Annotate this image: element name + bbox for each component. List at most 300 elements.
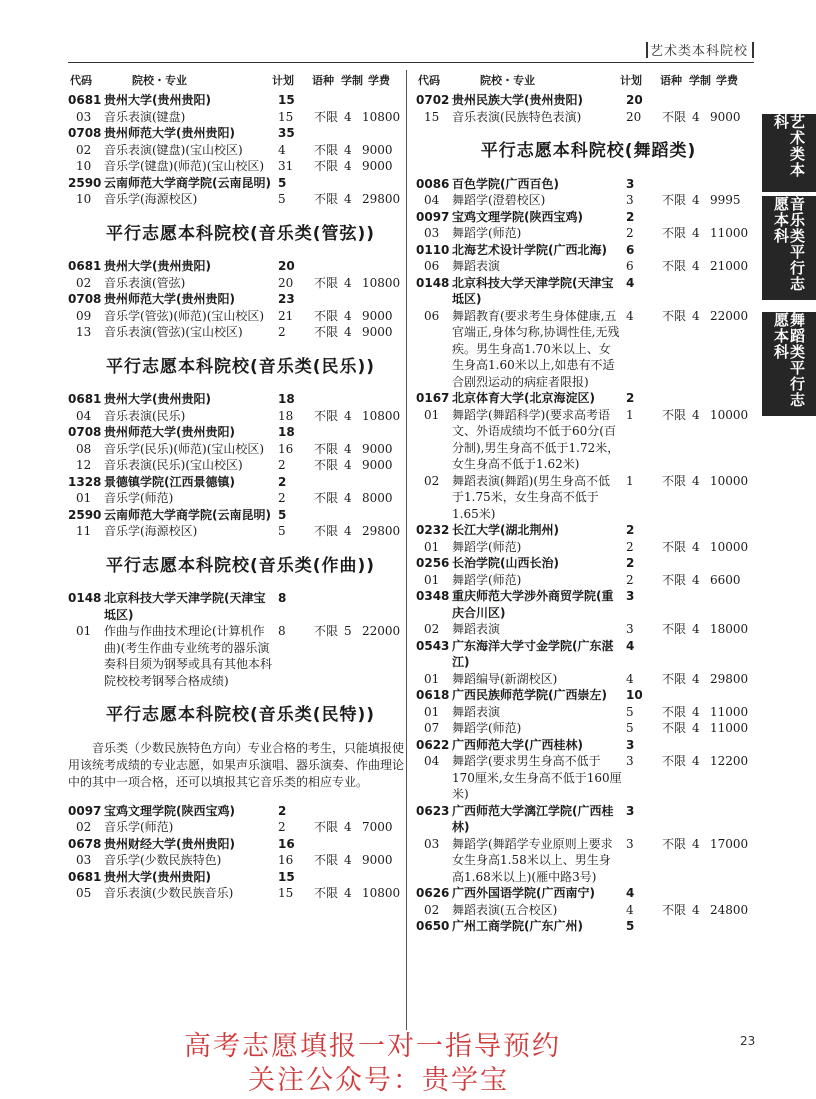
- major-row: [416, 753, 761, 803]
- plan-cell: 3: [626, 589, 635, 603]
- plan-cell: 2: [278, 474, 287, 489]
- name-cell: 贵州财经大学(贵州贵阳): [104, 836, 235, 851]
- code-cell: 0626: [416, 886, 450, 900]
- school-row: [68, 92, 413, 109]
- lang-cell: 不限: [662, 539, 687, 554]
- name-cell: 北京科技大学天津学院(天津宝坻区): [452, 275, 614, 306]
- plan-cell: 4: [626, 308, 634, 323]
- fee-cell: 9000: [362, 853, 393, 867]
- name-cell: 音乐表演(民乐)(宝山校区): [104, 458, 243, 472]
- code-cell: 01: [424, 539, 440, 554]
- name-cell: 音乐学(少数民族特色): [104, 853, 222, 867]
- code-cell: 0148: [68, 591, 102, 605]
- major-row: [416, 671, 761, 688]
- colhead-school: 院校・专业: [480, 74, 535, 87]
- fee-cell: 9000: [362, 441, 393, 456]
- name-cell: 广州工商学院(广东广州): [452, 919, 583, 933]
- major-row: [68, 885, 413, 902]
- lang-cell: 不限: [662, 704, 687, 719]
- major-row: [68, 191, 413, 208]
- name-cell: 贵州大学(贵州贵阳): [104, 392, 211, 406]
- major-row: [68, 158, 413, 175]
- code-cell: 06: [424, 308, 440, 323]
- plan-cell: 21: [278, 308, 294, 323]
- plan-cell: 3: [626, 176, 635, 191]
- fee-cell: 29800: [362, 524, 401, 538]
- years-cell: 4: [692, 226, 700, 240]
- lang-cell: 不限: [662, 902, 687, 917]
- years-cell: 4: [692, 473, 700, 488]
- code-cell: 01: [424, 704, 440, 719]
- fee-cell: 11000: [710, 226, 749, 240]
- years-cell: 4: [344, 524, 352, 538]
- name-cell: 舞蹈编导(新湖校区): [452, 671, 558, 686]
- name-cell: 音乐学(海源校区): [104, 192, 198, 206]
- major-row: [416, 473, 761, 523]
- school-row: [416, 885, 761, 902]
- plan-cell: 6: [626, 242, 635, 257]
- name-cell: 北海艺术设计学院(广西北海): [452, 242, 607, 257]
- major-row: [416, 621, 761, 638]
- code-cell: 06: [424, 259, 440, 273]
- name-cell: 音乐学(师范): [104, 491, 174, 505]
- years-cell: 4: [692, 704, 700, 719]
- fee-cell: 10800: [362, 275, 401, 290]
- fee-cell: 10000: [710, 539, 749, 554]
- school-row: [68, 291, 413, 308]
- plan-cell: 1: [626, 473, 634, 488]
- colhead-lang: 语种: [660, 74, 682, 87]
- major-row: [416, 225, 761, 242]
- colhead-code: 代码: [418, 74, 440, 87]
- code-cell: 10: [76, 192, 92, 206]
- plan-cell: 4: [626, 902, 634, 917]
- school-row: [416, 275, 761, 308]
- plan-cell: 3: [626, 803, 635, 818]
- code-cell: 08: [76, 441, 92, 456]
- code-cell: 2590: [68, 507, 102, 522]
- years-cell: 4: [692, 259, 700, 273]
- fee-cell: 9995: [710, 193, 741, 207]
- school-row: [416, 918, 761, 935]
- code-cell: 0618: [416, 688, 450, 702]
- major-row: [416, 539, 761, 556]
- side-tab-music: [762, 196, 816, 300]
- colhead-school: 院校・专业: [132, 74, 187, 87]
- code-cell: 0097: [68, 803, 102, 818]
- name-cell: 舞蹈表演(五合校区): [452, 902, 558, 917]
- plan-cell: 20: [626, 93, 643, 107]
- code-cell: 05: [76, 886, 92, 900]
- school-row: [416, 803, 761, 836]
- school-row: [68, 507, 413, 524]
- colhead-plan: 计划: [620, 74, 642, 87]
- years-cell: 4: [344, 192, 352, 206]
- lang-cell: 不限: [662, 622, 687, 636]
- years-cell: 4: [692, 836, 700, 851]
- code-cell: 02: [76, 275, 92, 290]
- plan-cell: 20: [278, 259, 295, 273]
- plan-cell: 2: [278, 803, 287, 818]
- colhead-fee: 学费: [368, 74, 390, 87]
- lang-cell: 不限: [314, 441, 339, 456]
- plan-cell: 2: [278, 491, 286, 505]
- fee-cell: 18000: [710, 622, 749, 636]
- plan-cell: 20: [626, 109, 642, 124]
- code-cell: 07: [424, 721, 440, 735]
- code-cell: 0623: [416, 803, 450, 818]
- years-cell: 4: [344, 275, 352, 290]
- school-row: [68, 474, 413, 491]
- name-cell: 音乐表演(民族特色表演): [452, 109, 582, 124]
- lang-cell: 不限: [314, 458, 339, 472]
- major-row: [416, 902, 761, 919]
- years-cell: 4: [692, 754, 700, 768]
- plan-cell: 16: [278, 441, 294, 456]
- name-cell: 舞蹈学(师范): [452, 572, 522, 587]
- code-cell: 0148: [416, 275, 450, 290]
- plan-cell: 23: [278, 292, 295, 306]
- plan-cell: 16: [278, 836, 295, 851]
- lang-cell: 不限: [662, 193, 687, 207]
- name-cell: 广东海洋大学寸金学院(广东湛江): [452, 638, 614, 669]
- fee-cell: 6600: [710, 572, 741, 587]
- name-cell: 重庆师范大学涉外商贸学院(重庆合川区): [452, 589, 614, 620]
- name-cell: 贵州师范大学(贵州贵阳): [104, 126, 235, 140]
- name-cell: 舞蹈学(师范): [452, 721, 522, 735]
- name-cell: 舞蹈学(舞蹈学专业原则上要求女生身高1.58米以上、男生身高1.68米以上)(雁中路3号): [452, 836, 613, 884]
- colhead-code: 代码: [70, 74, 92, 87]
- name-cell: 音乐表演(民乐): [104, 408, 186, 423]
- lang-cell: 不限: [314, 524, 339, 538]
- plan-cell: 4: [626, 638, 635, 653]
- section-title: 平行志愿本科院校(舞蹈类): [480, 141, 697, 161]
- fee-cell: 9000: [362, 325, 393, 339]
- fee-cell: 9000: [362, 308, 393, 323]
- watermark-line1: 高考志愿填报一对一指导预约: [184, 1031, 561, 1062]
- code-cell: 0681: [68, 392, 102, 406]
- fee-cell: 11000: [710, 704, 749, 719]
- name-cell: 贵州大学(贵州贵阳): [104, 93, 211, 107]
- section-title: 平行志愿本科院校(音乐类(民乐)): [105, 356, 376, 377]
- code-cell: 13: [76, 325, 92, 339]
- major-row: [416, 308, 761, 391]
- name-cell: 音乐表演(键盘)(宝山校区): [104, 142, 243, 157]
- name-cell: 云南师范大学商学院(云南昆明): [104, 175, 271, 190]
- name-cell: 广西外国语学院(广西南宁): [452, 886, 595, 900]
- plan-cell: 5: [278, 192, 286, 206]
- lang-cell: 不限: [314, 275, 339, 290]
- code-cell: 02: [76, 142, 92, 157]
- lang-cell: 不限: [314, 491, 339, 505]
- name-cell: 舞蹈表演: [452, 259, 501, 273]
- lang-cell: 不限: [314, 109, 339, 124]
- plan-cell: 16: [278, 853, 294, 867]
- code-cell: 04: [424, 754, 440, 768]
- fee-cell: 21000: [710, 259, 749, 273]
- plan-cell: 5: [626, 721, 634, 735]
- years-cell: 4: [344, 159, 352, 173]
- school-row: [416, 92, 761, 109]
- years-cell: 4: [344, 886, 352, 900]
- years-cell: 4: [692, 407, 700, 422]
- name-cell: 作曲与作曲技术理论(计算机作曲)(考生作曲专业统考的器乐演奏科目须为钢琴或具有其他本科院校校考钢琴合格成绩): [104, 624, 273, 688]
- code-cell: 0622: [416, 737, 450, 752]
- plan-cell: 15: [278, 886, 294, 900]
- lang-cell: 不限: [662, 572, 687, 587]
- major-row: [416, 836, 761, 886]
- section-note: 音乐类（少数民族特色方向）专业合格的考生，只能填报使用该统考成绩的专业志愿，如果声乐演唱、器乐演奏、作曲理论中的其中一项合格，还可以填报其它音乐类的相应专业。: [68, 740, 405, 789]
- colhead-years: 学制: [689, 74, 711, 87]
- major-row: [68, 490, 413, 507]
- lang-cell: 不限: [314, 308, 339, 323]
- code-cell: 02: [424, 622, 440, 636]
- plan-cell: 8: [278, 591, 287, 605]
- years-cell: 4: [692, 539, 700, 554]
- lang-cell: 不限: [662, 836, 687, 851]
- header-bar-right: [752, 42, 754, 58]
- fee-cell: 22000: [710, 308, 749, 323]
- fee-cell: 10000: [710, 473, 749, 488]
- school-row: [68, 258, 413, 275]
- years-cell: 4: [692, 721, 700, 735]
- code-cell: 0708: [68, 126, 102, 140]
- side-tab-label: 艺术类本科: [772, 114, 806, 178]
- name-cell: 长江大学(湖北荆州): [452, 523, 559, 537]
- lang-cell: 不限: [314, 886, 339, 900]
- plan-cell: 5: [278, 175, 287, 190]
- name-cell: 舞蹈教育(要求考生身体健康,五官端正,身体匀称,协调性佳,无残疾。男生身高1.70米以上、女生身高1.60米以上,如患有不适合剧烈运动的病症者限报): [452, 308, 620, 389]
- plan-cell: 2: [278, 458, 286, 472]
- code-cell: 0348: [416, 589, 450, 603]
- code-cell: 01: [424, 572, 440, 587]
- major-row: [68, 324, 413, 341]
- plan-cell: 15: [278, 93, 295, 107]
- years-cell: 4: [692, 902, 700, 917]
- lang-cell: 不限: [662, 226, 687, 240]
- major-row: [68, 623, 413, 689]
- fee-cell: 17000: [710, 836, 749, 851]
- major-row: [416, 258, 761, 275]
- fee-cell: 11000: [710, 721, 749, 735]
- lang-cell: 不限: [662, 671, 687, 686]
- plan-cell: 6: [626, 259, 634, 273]
- name-cell: 音乐学(键盘)(师范)(宝山校区): [104, 159, 265, 173]
- fee-cell: 12200: [710, 754, 749, 768]
- code-cell: 04: [424, 193, 440, 207]
- name-cell: 舞蹈学(要求男生身高不低于170厘米,女生身高不低于160厘米): [452, 754, 622, 801]
- major-row: [68, 523, 413, 540]
- school-row: [416, 176, 761, 193]
- fee-cell: 9000: [710, 109, 741, 124]
- plan-cell: 4: [626, 275, 635, 290]
- plan-cell: 10: [626, 688, 643, 702]
- fee-cell: 7000: [362, 820, 393, 834]
- code-cell: 15: [424, 109, 440, 124]
- school-row: [68, 803, 413, 820]
- code-cell: 01: [424, 407, 440, 422]
- fee-cell: 9000: [362, 142, 393, 157]
- code-cell: 03: [76, 109, 92, 124]
- plan-cell: 2: [278, 820, 286, 834]
- name-cell: 贵州大学(贵州贵阳): [104, 869, 211, 884]
- code-cell: 0708: [68, 292, 102, 306]
- name-cell: 云南师范大学商学院(云南昆明): [104, 507, 271, 522]
- major-row: [416, 720, 761, 737]
- years-cell: 5: [344, 624, 352, 638]
- section-title: 平行志愿本科院校(音乐类(作曲)): [105, 555, 376, 576]
- plan-cell: 2: [626, 209, 635, 224]
- fee-cell: 10000: [710, 407, 749, 422]
- code-cell: 0086: [416, 176, 450, 191]
- plan-cell: 3: [626, 193, 634, 207]
- years-cell: 4: [344, 142, 352, 157]
- years-cell: 4: [692, 622, 700, 636]
- code-cell: 0681: [68, 93, 102, 107]
- plan-cell: 3: [626, 737, 635, 752]
- name-cell: 宝鸡文理学院(陕西宝鸡): [104, 803, 235, 818]
- name-cell: 长治学院(山西长治): [452, 556, 559, 570]
- school-row: [416, 522, 761, 539]
- code-cell: 0097: [416, 209, 450, 224]
- major-row: [416, 572, 761, 589]
- years-cell: 4: [344, 408, 352, 423]
- name-cell: 舞蹈表演: [452, 704, 501, 719]
- name-cell: 贵州师范大学(贵州贵阳): [104, 292, 235, 306]
- fee-cell: 9000: [362, 458, 393, 472]
- lang-cell: 不限: [662, 308, 687, 323]
- name-cell: 音乐学(民乐)(师范)(宝山校区): [104, 441, 265, 456]
- major-row: [68, 109, 413, 126]
- header-bar-left: [646, 42, 648, 58]
- name-cell: 音乐表演(管弦): [104, 275, 186, 290]
- name-cell: 广西师范大学(广西桂林): [452, 737, 583, 752]
- plan-cell: 3: [626, 754, 634, 768]
- name-cell: 贵州师范大学(贵州贵阳): [104, 425, 235, 439]
- side-tab-label: 音乐类平行志愿本科: [772, 196, 806, 292]
- name-cell: 贵州民族大学(贵州贵阳): [452, 93, 583, 107]
- plan-cell: 15: [278, 869, 295, 884]
- right-column: [416, 92, 761, 935]
- name-cell: 音乐表演(少数民族音乐): [104, 886, 234, 900]
- name-cell: 景德镇学院(江西景德镇): [104, 474, 235, 489]
- plan-cell: 2: [626, 391, 635, 405]
- plan-cell: 3: [626, 836, 634, 851]
- code-cell: 0678: [68, 836, 102, 851]
- code-cell: 0167: [416, 391, 450, 405]
- major-row: [68, 457, 413, 474]
- code-cell: 2590: [68, 175, 102, 190]
- name-cell: 贵州大学(贵州贵阳): [104, 259, 211, 273]
- name-cell: 音乐学(海源校区): [104, 524, 198, 538]
- school-row: [68, 869, 413, 886]
- code-cell: 01: [424, 671, 440, 686]
- lang-cell: 不限: [662, 259, 687, 273]
- plan-cell: 2: [626, 572, 634, 587]
- code-cell: 0708: [68, 425, 102, 439]
- colhead-years: 学制: [341, 74, 363, 87]
- plan-cell: 4: [626, 886, 635, 900]
- code-cell: 02: [424, 902, 440, 917]
- school-row: [416, 737, 761, 754]
- header-title: 艺术类本科院校: [650, 44, 749, 59]
- fee-cell: 10800: [362, 109, 401, 124]
- years-cell: 4: [344, 325, 352, 339]
- years-cell: 4: [344, 853, 352, 867]
- school-row: [68, 175, 413, 192]
- lang-cell: 不限: [314, 624, 339, 638]
- plan-cell: 5: [278, 507, 287, 522]
- watermark-line2: 关注公众号：贵学宝: [248, 1065, 509, 1096]
- code-cell: 01: [76, 624, 92, 638]
- name-cell: 北京体育大学(北京海淀区): [452, 391, 595, 405]
- school-row: [416, 390, 761, 407]
- code-cell: 02: [424, 473, 440, 488]
- code-cell: 1328: [68, 474, 102, 489]
- side-tab-label: 舞蹈类平行志愿本科: [772, 312, 806, 408]
- lang-cell: 不限: [314, 325, 339, 339]
- code-cell: 12: [76, 458, 92, 472]
- school-row: [416, 555, 761, 572]
- name-cell: 广西民族师范学院(广西崇左): [452, 688, 607, 702]
- lang-cell: 不限: [314, 192, 339, 206]
- plan-cell: 15: [278, 109, 294, 124]
- major-row: [68, 441, 413, 458]
- name-cell: 舞蹈学(澄碧校区): [452, 193, 546, 207]
- years-cell: 4: [344, 820, 352, 834]
- fee-cell: 24800: [710, 902, 749, 917]
- code-cell: 11: [76, 524, 92, 538]
- name-cell: 舞蹈表演: [452, 622, 501, 636]
- code-cell: 0110: [416, 242, 450, 257]
- years-cell: 4: [344, 458, 352, 472]
- school-row: [416, 242, 761, 259]
- plan-cell: 4: [278, 142, 286, 157]
- name-cell: 音乐学(管弦)(师范)(宝山校区): [104, 308, 265, 323]
- side-tab-dance: [762, 312, 816, 416]
- lang-cell: 不限: [662, 473, 687, 488]
- major-row: [416, 109, 761, 126]
- code-cell: 10: [76, 159, 92, 173]
- plan-cell: 3: [626, 622, 634, 636]
- code-cell: 09: [76, 308, 92, 323]
- code-cell: 0256: [416, 556, 450, 570]
- code-cell: 0232: [416, 523, 450, 537]
- plan-cell: 18: [278, 425, 295, 439]
- header-rule: [68, 62, 754, 63]
- school-row: [68, 836, 413, 853]
- school-row: [416, 209, 761, 226]
- fee-cell: 10800: [362, 408, 401, 423]
- lang-cell: 不限: [662, 407, 687, 422]
- plan-cell: 2: [626, 226, 634, 240]
- years-cell: 4: [344, 491, 352, 505]
- school-row: [68, 391, 413, 408]
- name-cell: 广西师范大学漓江学院(广西桂林): [452, 803, 614, 834]
- lang-cell: 不限: [662, 109, 687, 124]
- plan-cell: 2: [626, 556, 635, 570]
- years-cell: 4: [692, 572, 700, 587]
- major-row: [68, 852, 413, 869]
- left-column: [68, 92, 413, 902]
- name-cell: 百色学院(广西百色): [452, 176, 559, 191]
- fee-cell: 8000: [362, 491, 393, 505]
- plan-cell: 5: [626, 919, 635, 933]
- code-cell: 0681: [68, 869, 102, 884]
- school-row: [68, 590, 413, 623]
- school-row: [416, 638, 761, 671]
- school-row: [416, 687, 761, 704]
